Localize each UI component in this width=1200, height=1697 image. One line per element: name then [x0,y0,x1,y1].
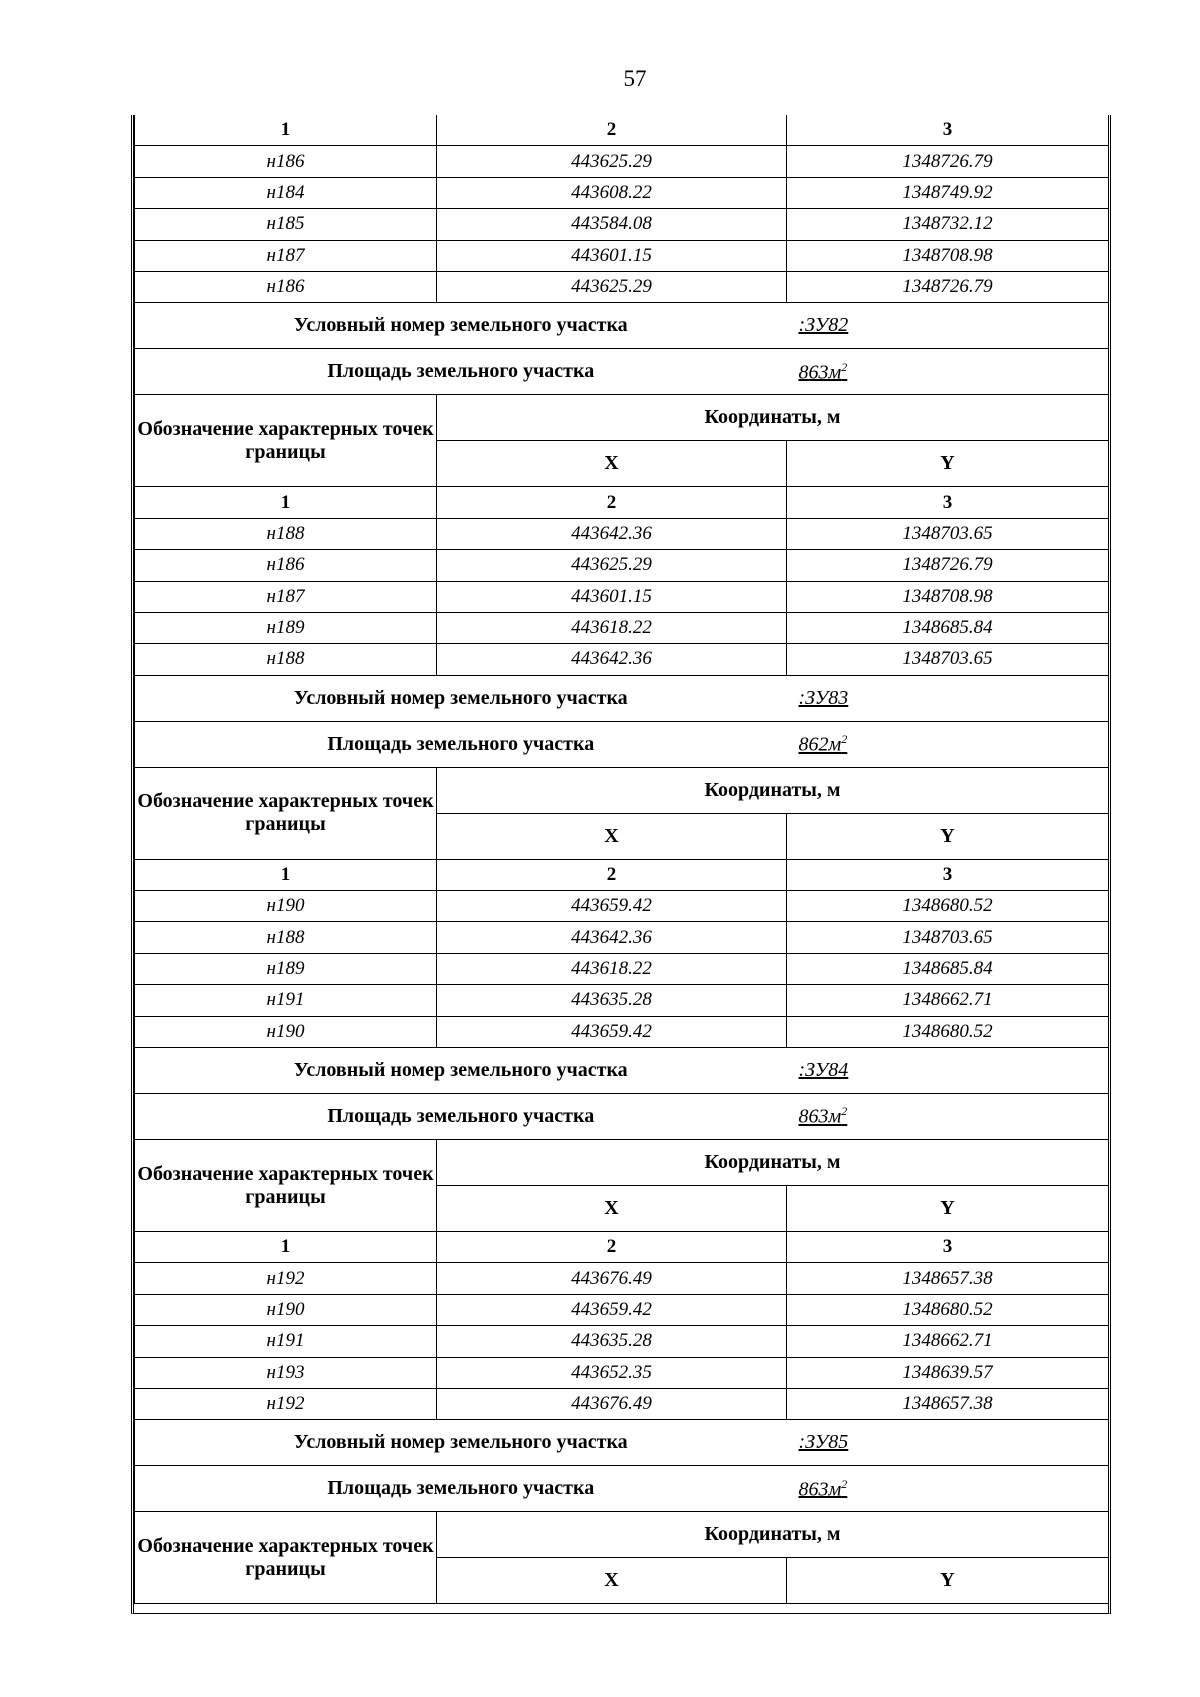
point-id-cell: н191 [135,1326,437,1357]
y-header: Y [787,813,1109,859]
table-row [135,891,1109,922]
point-id-cell: н189 [135,953,437,984]
table-row [135,985,1109,1016]
y-header: Y [787,1558,1109,1604]
y-coordinate-cell: 1348680.52 [787,1294,1109,1325]
point-id-cell: н188 [135,922,437,953]
point-col-number: 1 [135,115,437,146]
parcel-number-row [135,303,1109,349]
parcel-area-row [135,349,1109,395]
point-id-cell: н189 [135,612,437,643]
x-col-number: 2 [437,115,787,146]
x-coordinate-cell: 443659.42 [437,891,787,922]
table-row [135,518,1109,549]
x-coordinate-cell: 443659.42 [437,1294,787,1325]
y-coordinate-cell: 1348685.84 [787,953,1109,984]
y-coordinate-cell: 1348726.79 [787,550,1109,581]
area-unit: м [828,1478,842,1501]
point-col-number: 1 [135,1232,437,1263]
column-number-row [135,115,1109,146]
parcel-number-row [135,1420,1109,1466]
parcel-number-value: :ЗУ84 [787,1048,1109,1094]
coordinates-header: Координаты, м [437,395,1109,441]
table-row [135,177,1109,208]
area-unit: м [828,361,842,384]
table-row [135,644,1109,675]
x-header: X [437,1186,787,1232]
y-coordinate-cell: 1348708.98 [787,240,1109,271]
point-col-number: 1 [135,487,437,518]
parcel-number-row [135,1048,1109,1094]
parcel-area-label: Площадь земельного участка [135,721,787,767]
coordinates-header-row [135,1512,1109,1558]
column-number-row [135,487,1109,518]
points-designation-header: Обозначение характерных точек границы [135,767,437,859]
x-coordinate-cell: 443642.36 [437,518,787,549]
y-coordinate-cell: 1348680.52 [787,891,1109,922]
point-id-cell: н190 [135,1016,437,1047]
x-coordinate-cell: 443652.35 [437,1357,787,1388]
area-unit-power: 2 [841,731,848,746]
x-coordinate-cell: 443618.22 [437,953,787,984]
y-col-number: 3 [787,487,1109,518]
table-row [135,146,1109,177]
x-coordinate-cell: 443625.29 [437,550,787,581]
parcel-area-value [787,1094,1109,1140]
x-coordinate-cell: 443635.28 [437,985,787,1016]
parcel-area-label: Площадь земельного участка [135,1466,787,1512]
table-row [135,1326,1109,1357]
table-row [135,1388,1109,1419]
x-coordinate-cell: 443625.29 [437,271,787,302]
table-row [135,240,1109,271]
table-row [135,922,1109,953]
point-id-cell: н188 [135,518,437,549]
coordinates-header: Координаты, м [437,767,1109,813]
parcel-number-label: Условный номер земельного участка [135,303,787,349]
point-id-cell: н190 [135,891,437,922]
y-coordinate-cell: 1348657.38 [787,1388,1109,1419]
parcel-area-row [135,1466,1109,1512]
point-id-cell: н188 [135,644,437,675]
area-unit-power: 2 [841,1476,848,1491]
table-row [135,1357,1109,1388]
point-id-cell: н186 [135,271,437,302]
x-coordinate-cell: 443676.49 [437,1388,787,1419]
y-col-number: 3 [787,1232,1109,1263]
points-designation-header: Обозначение характерных точек границы [135,395,437,487]
parcel-number-row [135,675,1109,721]
coordinates-header: Координаты, м [437,1140,1109,1186]
area-number: 863 [798,1105,829,1128]
point-id-cell: н187 [135,240,437,271]
point-id-cell: н192 [135,1263,437,1294]
table-row [135,1016,1109,1047]
area-unit-power: 2 [841,1104,848,1119]
table-row [135,271,1109,302]
y-coordinate-cell: 1348749.92 [787,177,1109,208]
point-id-cell: н190 [135,1294,437,1325]
parcel-area-value [787,1466,1109,1512]
y-coordinate-cell: 1348726.79 [787,146,1109,177]
point-id-cell: н187 [135,581,437,612]
coordinates-header: Координаты, м [437,1512,1109,1558]
x-col-number: 2 [437,1232,787,1263]
area-number: 863 [798,1478,829,1501]
area-number: 862 [798,733,829,756]
y-coordinate-cell: 1348726.79 [787,271,1109,302]
point-id-cell: н191 [135,985,437,1016]
x-coordinate-cell: 443584.08 [437,209,787,240]
table-row [135,209,1109,240]
parcel-number-label: Условный номер земельного участка [135,1420,787,1466]
x-coordinate-cell: 443642.36 [437,644,787,675]
x-col-number: 2 [437,487,787,518]
y-coordinate-cell: 1348639.57 [787,1357,1109,1388]
point-id-cell: н192 [135,1388,437,1419]
table-row [135,550,1109,581]
x-header: X [437,1558,787,1604]
y-coordinate-cell: 1348703.65 [787,922,1109,953]
y-header: Y [787,441,1109,487]
parcel-area-label: Площадь земельного участка [135,1094,787,1140]
points-designation-header: Обозначение характерных точек границы [135,1512,437,1604]
point-id-cell: н186 [135,550,437,581]
y-coordinate-cell: 1348708.98 [787,581,1109,612]
parcel-area-row [135,1094,1109,1140]
y-coordinate-cell: 1348732.12 [787,209,1109,240]
page-number: 57 [623,66,647,91]
x-coordinate-cell: 443635.28 [437,1326,787,1357]
x-header: X [437,441,787,487]
x-col-number: 2 [437,859,787,890]
y-col-number: 3 [787,859,1109,890]
y-header: Y [787,1186,1109,1232]
area-unit-power: 2 [841,359,848,374]
table-row [135,1263,1109,1294]
parcel-number-value: :ЗУ83 [787,675,1109,721]
y-coordinate-cell: 1348657.38 [787,1263,1109,1294]
x-coordinate-cell: 443642.36 [437,922,787,953]
point-col-number: 1 [135,859,437,890]
point-id-cell: н193 [135,1357,437,1388]
y-coordinate-cell: 1348703.65 [787,644,1109,675]
area-unit: м [828,733,842,756]
x-coordinate-cell: 443618.22 [437,612,787,643]
points-designation-header: Обозначение характерных точек границы [135,1140,437,1232]
x-coordinate-cell: 443659.42 [437,1016,787,1047]
area-number: 863 [798,361,829,384]
table-row [135,1294,1109,1325]
y-coordinate-cell: 1348685.84 [787,612,1109,643]
column-number-row [135,859,1109,890]
coordinates-header-row [135,395,1109,441]
point-id-cell: н184 [135,177,437,208]
parcel-number-label: Условный номер земельного участка [135,675,787,721]
y-coordinate-cell: 1348703.65 [787,518,1109,549]
x-coordinate-cell: 443601.15 [437,240,787,271]
point-id-cell: н185 [135,209,437,240]
x-coordinate-cell: 443676.49 [437,1263,787,1294]
x-coordinate-cell: 443625.29 [437,146,787,177]
column-number-row [135,1232,1109,1263]
x-coordinate-cell: 443608.22 [437,177,787,208]
y-coordinate-cell: 1348662.71 [787,985,1109,1016]
y-col-number: 3 [787,115,1109,146]
parcel-area-row [135,721,1109,767]
table-row [135,581,1109,612]
x-coordinate-cell: 443601.15 [437,581,787,612]
y-coordinate-cell: 1348680.52 [787,1016,1109,1047]
coordinates-table [134,115,1109,1604]
x-header: X [437,813,787,859]
table-row [135,953,1109,984]
parcel-number-value: :ЗУ85 [787,1420,1109,1466]
y-coordinate-cell: 1348662.71 [787,1326,1109,1357]
coordinates-header-row [135,767,1109,813]
parcel-area-label: Площадь земельного участка [135,349,787,395]
parcel-number-value: :ЗУ82 [787,303,1109,349]
parcel-number-label: Условный номер земельного участка [135,1048,787,1094]
table-row [135,612,1109,643]
parcel-area-value [787,721,1109,767]
parcel-area-value [787,349,1109,395]
area-unit: м [828,1105,842,1128]
coordinates-header-row [135,1140,1109,1186]
point-id-cell: н186 [135,146,437,177]
